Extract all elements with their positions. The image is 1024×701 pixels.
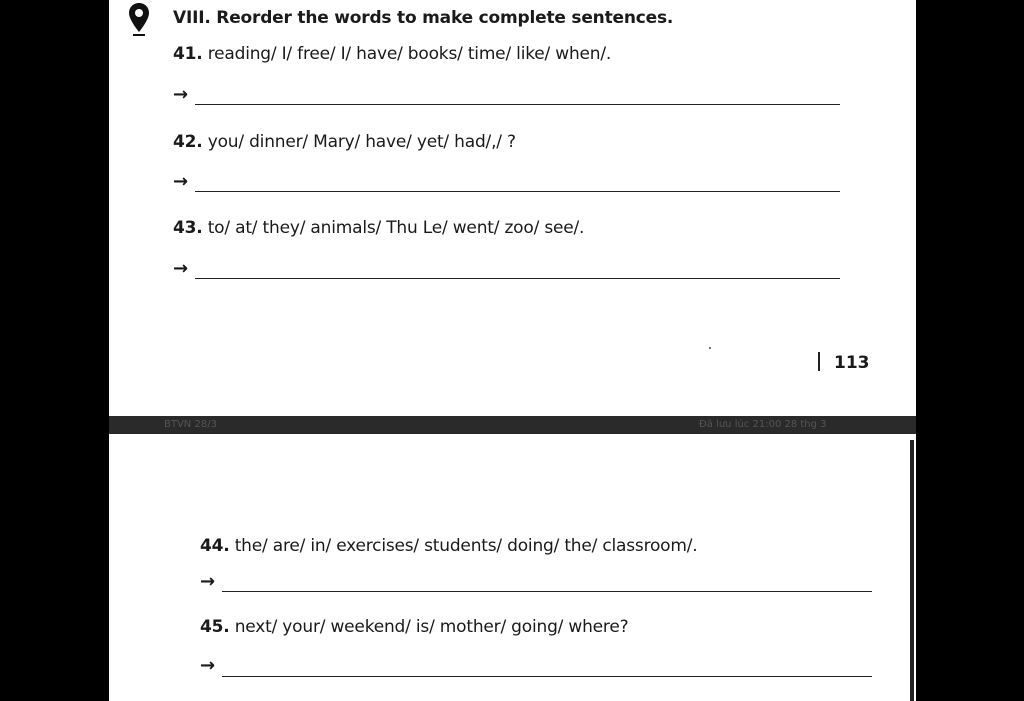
answer-line-41[interactable]: [195, 104, 840, 105]
question-43: [173, 218, 584, 238]
question-44: [200, 536, 697, 556]
question-number: 43.: [173, 218, 203, 238]
section-heading: VIII. Reorder the words to make complete sentences.: [173, 8, 674, 28]
question-text: the/ are/ in/ exercises/ students/ doing/ the/ classroom/.: [229, 536, 698, 556]
answer-line-43[interactable]: [195, 278, 840, 279]
question-text: next/ your/ weekend/ is/ mother/ going/ where?: [229, 617, 629, 637]
strip-right-label: Đã lưu lúc 21:00 28 thg 3: [699, 419, 827, 430]
right-arrow-icon: →: [173, 84, 189, 105]
question-text: you/ dinner/ Mary/ have/ yet/ had/,/ ?: [202, 132, 516, 152]
scan-divider-strip: [109, 416, 916, 434]
question-number: 45.: [200, 617, 230, 637]
worksheet-page-bottom: [109, 434, 916, 701]
question-41: [173, 44, 611, 64]
map-pin-icon: [128, 2, 150, 38]
page-number-divider: [818, 352, 820, 371]
question-text: reading/ I/ free/ I/ have/ books/ time/ like/ when/.: [202, 44, 612, 64]
right-arrow-icon: →: [200, 571, 216, 592]
right-arrow-icon: →: [173, 258, 189, 279]
question-number: 41.: [173, 44, 203, 64]
right-arrow-icon: →: [173, 171, 189, 192]
strip-left-label: BTVN 28/3: [164, 419, 217, 430]
paper-speck: [709, 347, 711, 349]
question-text: to/ at/ they/ animals/ Thu Le/ went/ zoo/ see/.: [202, 218, 585, 238]
page-number-text: 113: [834, 353, 870, 373]
question-number: 44.: [200, 536, 230, 556]
answer-line-44[interactable]: [222, 591, 872, 592]
answer-line-42[interactable]: [195, 191, 840, 192]
right-arrow-icon: →: [200, 655, 216, 676]
page-edge-shadow: [910, 440, 914, 701]
answer-line-45[interactable]: [222, 676, 872, 677]
question-45: [200, 617, 628, 637]
question-42: [173, 132, 516, 152]
page-number: [818, 352, 870, 373]
question-number: 42.: [173, 132, 203, 152]
